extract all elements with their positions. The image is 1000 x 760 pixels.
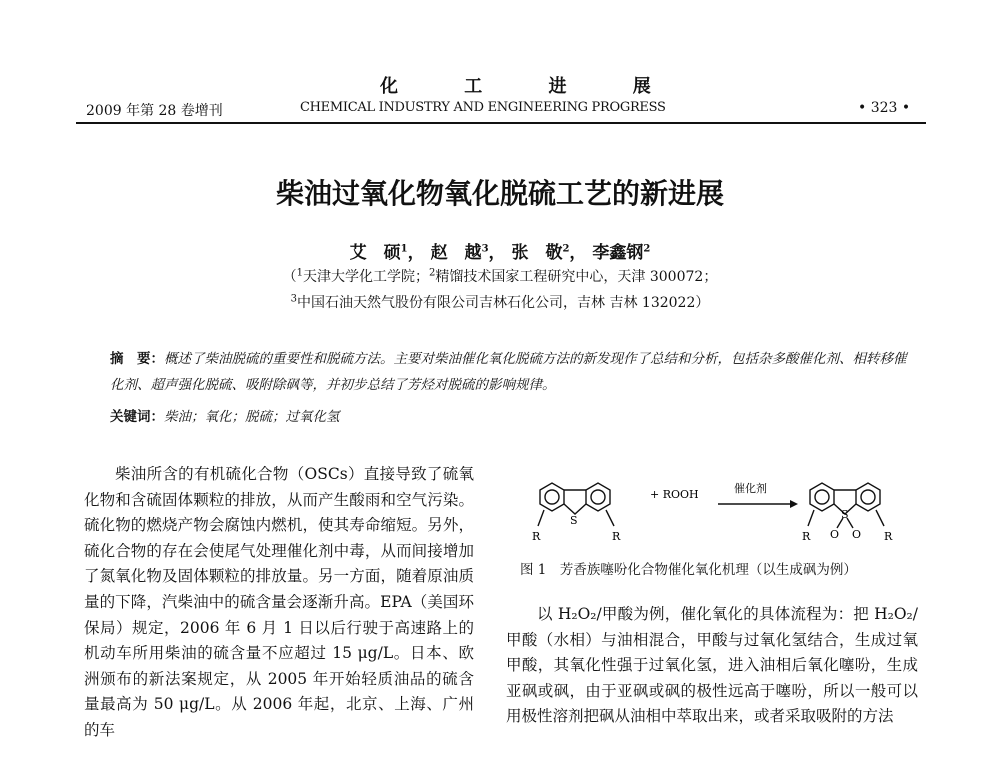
body-paragraph: 柴油所含的有机硫化合物（OSCs）直接导致了硫氧化物和含硫固体颗粒的排放，从而产生酸雨和空气污染。硫化物的燃烧产物会腐蚀内燃机，使其寿命缩短。另外，硫化合物的存在会使尾气处理催化剂中毒，从而间接增加了氮氧化物及固体颗粒的排放量。另一方面，随着原油质量的下降，汽柴油中的硫含量会逐渐升高。EPA（美国环保局）规定，2006 年 6 月 1 日以后行驶于高速路上的机动车所用柴油的硫含量不应超过 15 μg/L。日本、欧洲颁布的新法案规定，从 2005 年开始轻质油品的硫含量最高为 50 μg/L。从 2006 年起，北京、上海、广州的车 — [84, 465, 474, 739]
body-left-column — [84, 462, 474, 744]
aff-sup: 2 — [429, 267, 436, 279]
header-rule — [76, 122, 926, 124]
abstract-label: 摘 要： — [110, 351, 164, 367]
oxygen-label: O — [830, 528, 840, 541]
body-paragraph: 以 H₂O₂/甲酸为例，催化氧化的具体流程为：把 H₂O₂/甲酸（水相）与油相混合，甲酸与过氧化氢结合，生成过氧甲酸，其氧化性强于过氧化氢，进入油相后氧化噻吩，生成亚砜或砜，由于亚砜或砜的极性远高于噻吩，所以一般可以用极性溶剂把砜从油相中萃取出来，或者采取吸附的方法 — [506, 605, 918, 726]
keywords-label: 关键词： — [110, 409, 164, 425]
figure-reaction-scheme — [530, 470, 920, 548]
r-group-label: R — [802, 530, 811, 543]
body-right-column — [506, 602, 918, 730]
sulfur-label: S — [570, 514, 578, 527]
r-group-label: R — [884, 530, 893, 543]
affiliation-line-1 — [0, 266, 1000, 286]
author-name: 李鑫钢 — [592, 243, 644, 263]
affiliation: 天津大学化工学院； — [303, 269, 430, 285]
affiliation-line-2 — [0, 292, 1000, 312]
author-list: 艾 硕$^1$， 赵 越$^3$， 张 敬$^2$， 李鑫钢$^2$ — [349, 243, 651, 263]
affiliation: 中国石油天然气股份有限公司吉林石化公司，吉林 吉林 132022） — [297, 295, 710, 311]
author-name: 赵 越 — [430, 243, 482, 263]
paren-open: （ — [282, 269, 297, 285]
aff-sup: 3 — [290, 293, 298, 305]
sulfone-structure — [808, 483, 884, 528]
affiliation: 精馏技术国家工程研究中心，天津 300072； — [435, 269, 718, 285]
author-name: 艾 硕 — [349, 243, 401, 263]
article-title: 柴油过氧化物氧化脱硫工艺的新进展 — [275, 177, 724, 210]
issue-info: 2009 年第 28 卷增刊 — [86, 103, 223, 119]
catalyst-label: 催化剂 — [734, 482, 767, 495]
author-sup: 1 — [400, 243, 408, 255]
page-number: • 323 • — [858, 100, 911, 116]
aff-sup: 1 — [296, 267, 304, 279]
journal-title-cn: 化 工 进 展 — [380, 76, 681, 97]
keywords — [110, 404, 910, 430]
sulfur-label: S — [841, 508, 849, 521]
reagent-label: + ROOH — [650, 488, 699, 501]
journal-title-en: CHEMICAL INDUSTRY AND ENGINEERING PROGRESS — [300, 100, 666, 115]
abstract — [110, 346, 910, 398]
figure-caption: 图 1 芳香族噻吩化合物催化氧化机理（以生成砜为例） — [520, 562, 857, 578]
r-group-label: R — [612, 530, 621, 543]
oxygen-label: O — [852, 528, 862, 541]
abstract-text: 概述了柴油脱硫的重要性和脱硫方法。主要对柴油催化氧化脱硫方法的新发现作了总结和分析，包括杂多酸催化剂、相转移催化剂、超声强化脱硫、吸附除砜等，并初步总结了芳烃对脱硫的影响规律。 — [110, 351, 907, 393]
author-name: 张 敬 — [511, 243, 563, 263]
author-sup: 3 — [481, 243, 489, 255]
author-sup: 2 — [562, 243, 570, 255]
author-sup: 2 — [643, 243, 651, 255]
keywords-text: 柴油；氧化；脱硫；过氧化氢 — [164, 409, 340, 425]
r-group-label: R — [532, 530, 541, 543]
arrow-head — [790, 500, 798, 508]
